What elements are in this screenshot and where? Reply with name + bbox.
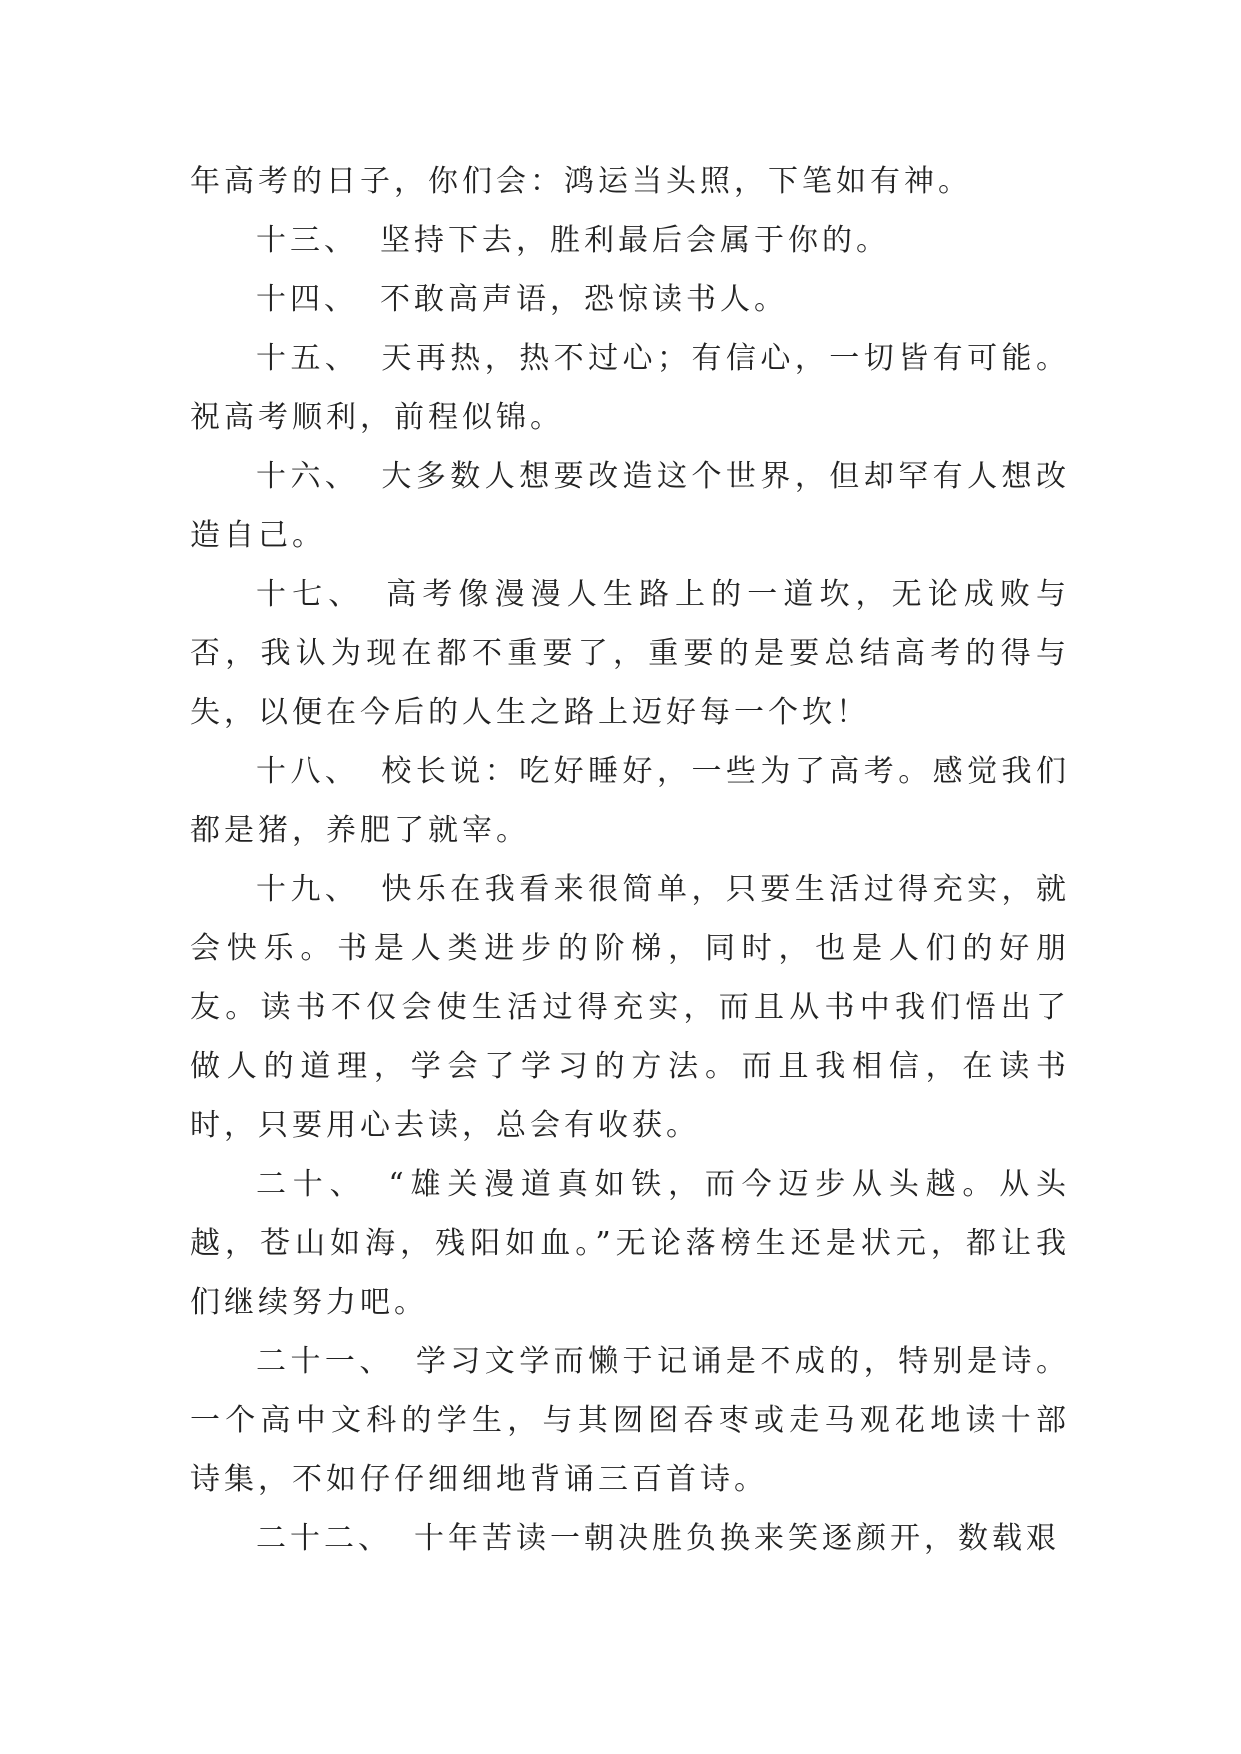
paragraph-text: 不敢高声语，恐惊读书人。 <box>380 282 788 317</box>
item-number: 十七、 <box>256 577 365 612</box>
paragraph-text: “雄关漫道真如铁，而今迈步从头越。从头越，苍山如海，残阳如血。”无论落榜生还是状元，都让我们继续努力吧。 <box>190 1167 1071 1320</box>
item-number: 十四、 <box>256 282 358 317</box>
paragraph-text: 校长说：吃好睡好，一些为了高考。感觉我们都是猪，养肥了就宰。 <box>190 754 1071 848</box>
item-number: 二十二、 <box>256 1521 392 1556</box>
paragraph-item <box>190 742 1070 860</box>
paragraph-item <box>190 1155 1070 1332</box>
item-number: 十五、 <box>256 341 360 376</box>
paragraph-text: 快乐在我看来很简单，只要生活过得充实，就会快乐。书是人类进步的阶梯，同时，也是人们的好朋友。读书不仅会使生活过得充实，而且从书中我们悟出了做人的道理，学会了学习的方法。而且我相信，在读书时，只要用心去读，总会有收获。 <box>190 872 1071 1143</box>
item-number: 十三、 <box>256 223 358 258</box>
paragraph-text: 年高考的日子，你们会：鸿运当头照，下笔如有神。 <box>190 164 972 199</box>
paragraph-item <box>190 860 1070 1155</box>
item-number: 十九、 <box>256 872 360 907</box>
paragraph-item <box>190 329 1070 447</box>
paragraph-continuation <box>190 152 1070 211</box>
paragraph-text: 高考像漫漫人生路上的一道坎，无论成败与否，我认为现在都不重要了，重要的是要总结高考的得与失，以便在今后的人生之路上迈好每一个坎！ <box>190 577 1071 730</box>
paragraph-item <box>190 211 1070 270</box>
paragraph-text: 坚持下去，胜利最后会属于你的。 <box>380 223 890 258</box>
paragraph-item <box>190 565 1070 742</box>
paragraph-text: 学习文学而懒于记诵是不成的，特别是诗。一个高中文科的学生，与其囫囵吞枣或走马观花地读十部诗集，不如仔仔细细地背诵三百首诗。 <box>190 1344 1071 1497</box>
paragraph-item <box>190 447 1070 565</box>
paragraph-item <box>190 1332 1070 1509</box>
paragraph-text: 十年苦读一朝决胜负换来笑逐颜开，数载艰 <box>414 1521 1060 1556</box>
paragraph-text: 天再热，热不过心；有信心，一切皆有可能。祝高考顺利，前程似锦。 <box>190 341 1071 435</box>
document-page <box>190 152 1070 1568</box>
item-number: 二十、 <box>256 1167 367 1202</box>
paragraph-text: 大多数人想要改造这个世界，但却罕有人想改造自己。 <box>190 459 1071 553</box>
item-number: 十六、 <box>256 459 360 494</box>
item-number: 二十一、 <box>256 1344 394 1379</box>
item-number: 十八、 <box>256 754 360 789</box>
paragraph-item <box>190 1509 1070 1568</box>
paragraph-item <box>190 270 1070 329</box>
